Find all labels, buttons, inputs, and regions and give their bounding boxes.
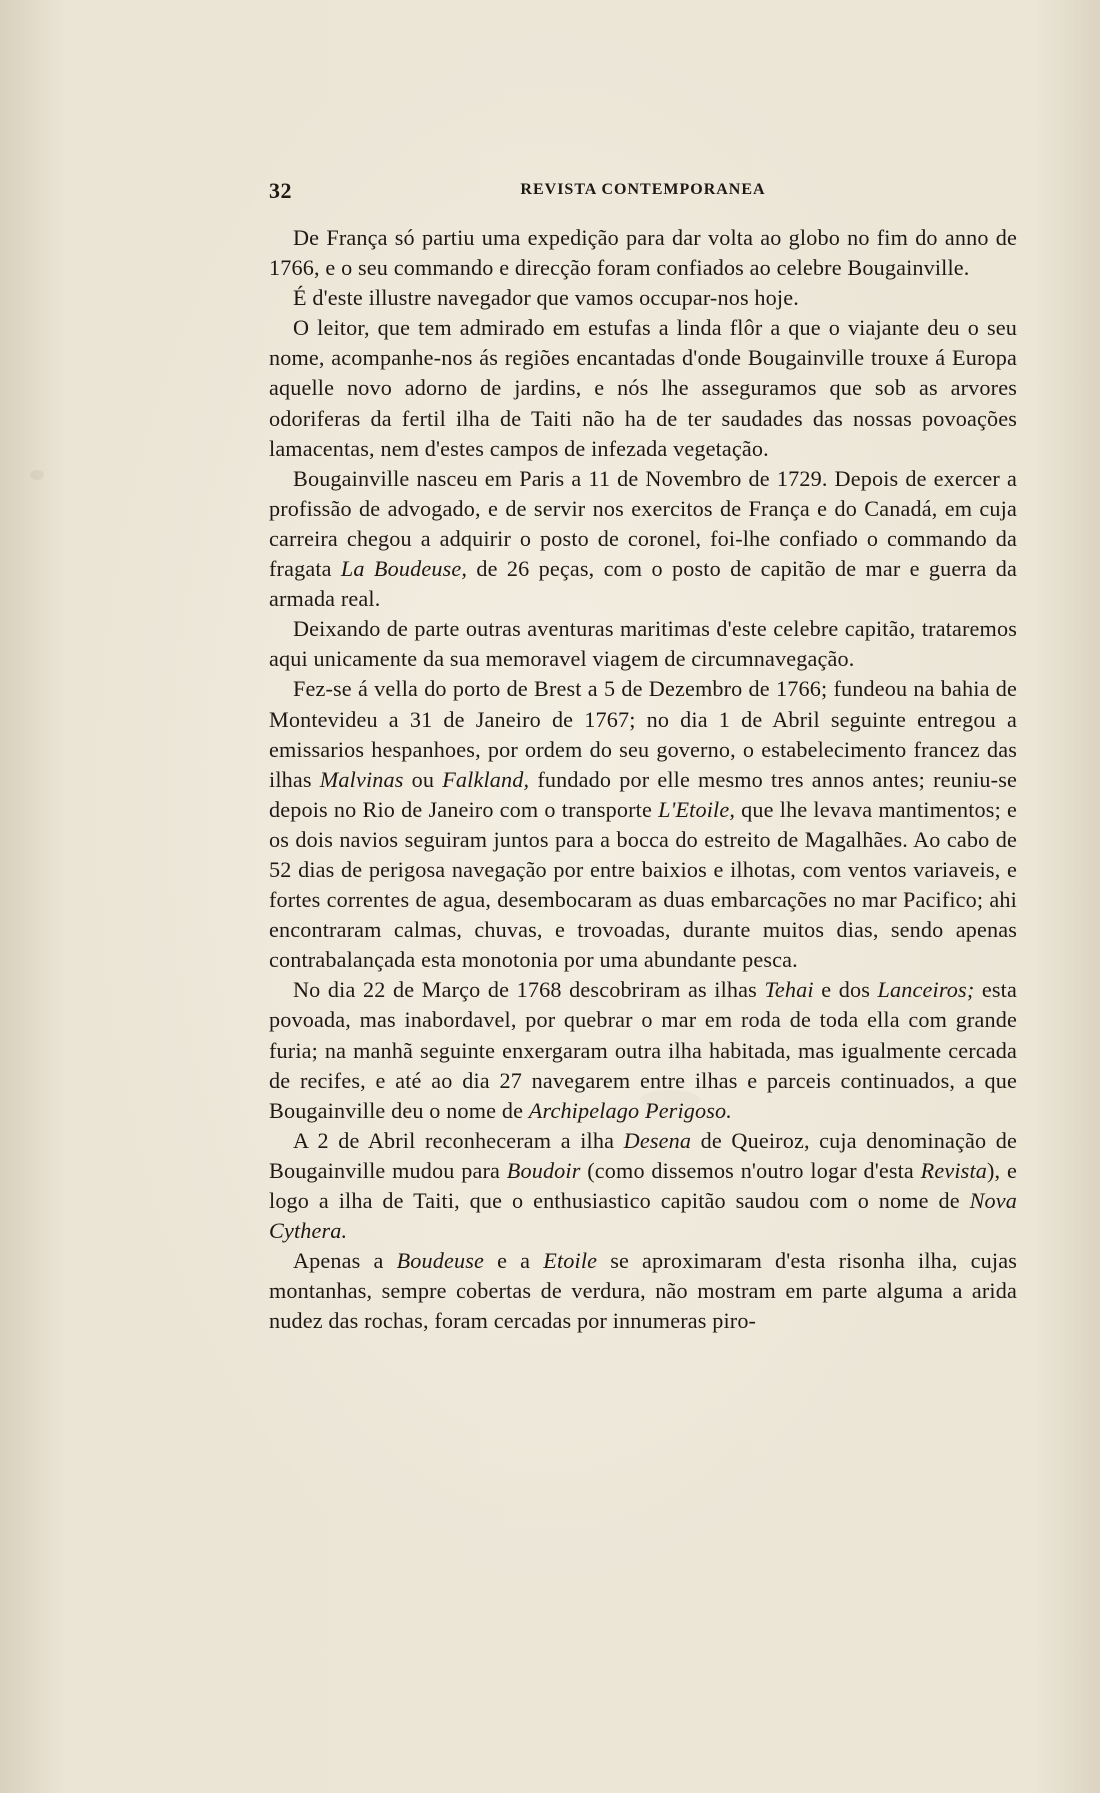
text-run: De França só partiu uma expedição para dar volta ao globo no fim do anno de 1766, e o seu commando e direcção foram confiados ao celebre Bougainville. bbox=[269, 225, 1017, 281]
text-run: que lhe levava mantimentos; e os dois navios seguiram juntos para a bocca do estreito de Magalhães. Ao cabo de 52 dias de perigosa navegação por entre baixios e ilhotas, com ventos variaveis, e fortes correntes de agua, desembocaram as duas embarcações no mar Pacifico; ahi encontraram calmas, chuvas, e trovoadas, durante muitos dias, sendo apenas contrabalançada esta monotonia por uma abundante pesca. bbox=[269, 796, 1017, 973]
paragraph bbox=[269, 614, 1017, 674]
text-run: É d'este illustre navegador que vamos occupar-nos hoje. bbox=[293, 285, 799, 311]
paragraph bbox=[269, 223, 1017, 283]
italic-text: Desena bbox=[623, 1127, 692, 1153]
text-run: esta povoada, mas inabordavel, por quebrar o mar em roda de toda ella com grande furia; na manhã seguinte enxergaram outra ilha habitada, mas igualmente cercada de recifes, e até ao dia 27 navegarem entre ilhas e parceis continuados, a que Bougainville deu o nome de bbox=[269, 977, 1017, 1123]
text-run: Deixando de parte outras aventuras maritimas d'este celebre capitão, trataremos aqui unicamente da sua memoravel viagem de circumnavegação. bbox=[269, 616, 1017, 672]
text-run: e dos bbox=[813, 977, 878, 1003]
italic-text: Boudoir bbox=[506, 1157, 581, 1183]
text-run: Apenas a bbox=[293, 1248, 397, 1274]
paragraph bbox=[269, 283, 1017, 313]
italic-text: Etoile bbox=[543, 1248, 598, 1274]
text-run: e a bbox=[484, 1248, 544, 1274]
text-run: fundado por elle mesmo tres annos antes; reuniu-se depois no Rio de Janeiro com o transporte bbox=[269, 766, 1017, 822]
text-run: se aproximaram d'esta risonha ilha, cujas montanhas, sempre cobertas de verdura, não mostram em parte alguma a arida nudez das rochas, foram cercadas por innumeras piro- bbox=[269, 1248, 1018, 1334]
text-run: A 2 de Abril reconheceram a ilha bbox=[293, 1127, 624, 1153]
paragraph bbox=[269, 975, 1017, 1125]
paragraph bbox=[269, 1126, 1017, 1246]
text-run: No dia 22 de Março de 1768 descobriram as ilhas bbox=[293, 977, 765, 1003]
italic-text: Boudeuse bbox=[396, 1248, 485, 1274]
page-header bbox=[269, 178, 1017, 212]
article-body bbox=[269, 223, 1017, 1336]
text-run: Bougainville nasceu em Paris a 11 de Novembro de 1729. Depois de exercer a profissão de advogado, e de servir nos exercitos de França e do Canadá, em cuja carreira chegou a adquirir o posto de coronel, foi-lhe confiado o commando da fragata bbox=[269, 465, 1017, 582]
text-run: ), e logo a ilha de Taiti, que o enthusiastico capitão saudou com o nome de bbox=[269, 1157, 1017, 1213]
italic-text: Revista bbox=[920, 1157, 988, 1183]
italic-text: Nova Cythera. bbox=[269, 1188, 1017, 1244]
italic-text: Archipelago Perigoso. bbox=[528, 1097, 732, 1123]
italic-text: Malvinas bbox=[319, 766, 404, 792]
running-title: REVISTA CONTEMPORANEA bbox=[520, 181, 766, 198]
italic-text: Falkland, bbox=[442, 766, 530, 792]
paragraph bbox=[269, 464, 1017, 614]
text-run: Fez-se á vella do porto de Brest a 5 de Dezembro de 1766; fundeou na bahia de Montevideu a 31 de Janeiro de 1767; no dia 1 de Abril seguinte entregou a emissarios hespanhoes, por ordem do seu governo, o estabelecimento francez das ilhas bbox=[269, 676, 1017, 792]
text-run: (como dissemos n'outro logar d'esta bbox=[580, 1157, 921, 1183]
italic-text: La Boudeuse, bbox=[340, 556, 468, 582]
text-run: de Queiroz, cuja denominação de Bougainville mudou para bbox=[269, 1127, 1017, 1183]
paragraph bbox=[269, 1246, 1017, 1336]
italic-text: Lanceiros; bbox=[877, 977, 975, 1003]
text-run: de 26 peças, com o posto de capitão de mar e guerra da armada real. bbox=[269, 556, 1017, 612]
paragraph bbox=[269, 674, 1017, 975]
paragraph bbox=[269, 313, 1017, 463]
text-run: ou bbox=[403, 766, 443, 792]
text-run: O leitor, que tem admirado em estufas a linda flôr a que o viajante deu o seu nome, acompanhe-nos ás regiões encantadas d'onde Bougainville trouxe á Europa aquelle novo adorno de jardins, e nós lhe asseguramos que sob as arvores odoriferas da fertil ilha de Taiti não ha de ter saudades das nossas povoações lamacentas, nem d'estes campos de infezada vegetação. bbox=[269, 315, 1017, 461]
italic-text: L'Etoile, bbox=[658, 796, 736, 822]
paper-smudge bbox=[30, 470, 44, 480]
page-number: 32 bbox=[269, 178, 292, 203]
italic-text: Tehai bbox=[764, 977, 814, 1003]
